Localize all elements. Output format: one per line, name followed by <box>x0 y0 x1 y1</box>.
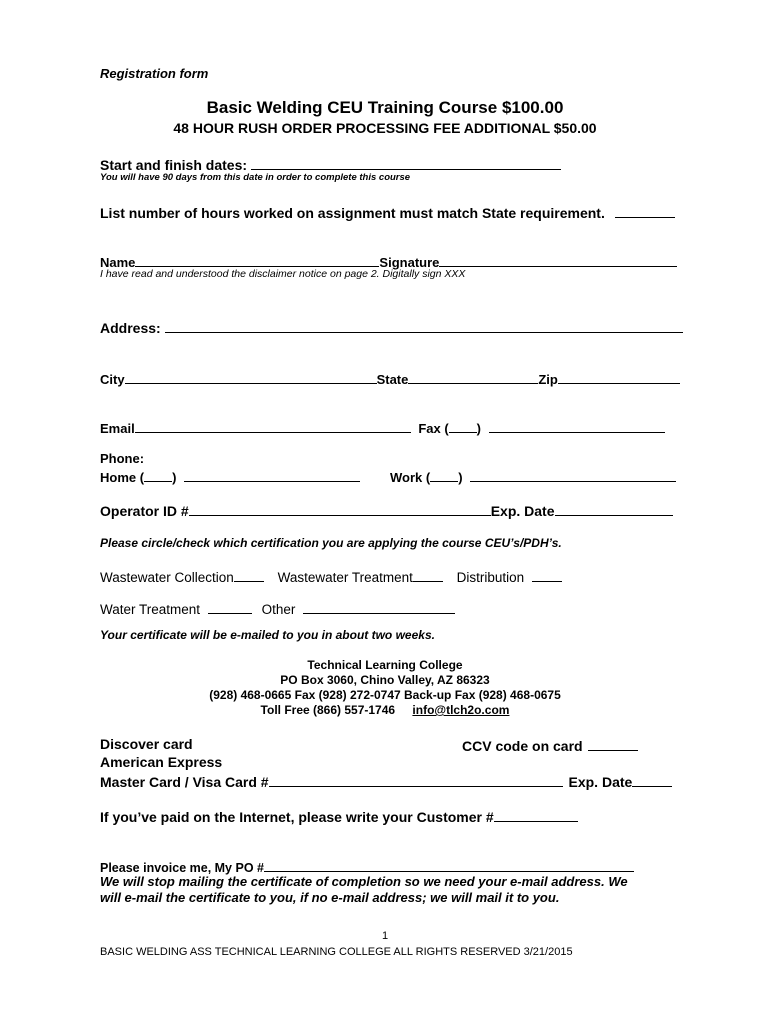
college-address: PO Box 3060, Chino Valley, AZ 86323 <box>280 673 490 687</box>
college-phones: (928) 468-0665 Fax (928) 272-0747 Back-up Fax (928) 468-0675 <box>209 688 561 702</box>
dates-field[interactable] <box>251 155 561 170</box>
home-close: ) <box>172 470 177 485</box>
cert-wastewater-treatment-check[interactable] <box>413 567 443 582</box>
dates-note: You will have 90 days from this date in order to complete this course <box>100 172 411 183</box>
cert-wastewater-collection[interactable]: Wastewater Collection <box>100 570 234 585</box>
phone-label: Phone: <box>100 451 145 466</box>
form-type-label: Registration form <box>100 66 209 81</box>
cert-wastewater-collection-check[interactable] <box>234 567 264 582</box>
state-label: State <box>376 372 409 387</box>
operator-exp-label: Exp. Date <box>490 503 555 519</box>
college-name: Technical Learning College <box>307 658 463 672</box>
invoice-note-line-1: We will stop mailing the certificate of completion so we need your e-mail address. We <box>100 874 628 889</box>
signature-field[interactable] <box>439 252 677 267</box>
ccv-row <box>462 736 638 754</box>
cert-distribution[interactable]: Distribution <box>456 570 525 585</box>
dates-row <box>100 155 561 173</box>
cert-wastewater-treatment[interactable]: Wastewater Treatment <box>277 570 413 585</box>
hours-field[interactable] <box>615 203 675 218</box>
customer-number-field[interactable] <box>494 807 578 822</box>
amex-option[interactable]: American Express <box>100 754 223 770</box>
college-contact-row <box>0 703 770 717</box>
city-field[interactable] <box>125 369 377 384</box>
home-area-field[interactable] <box>144 467 172 482</box>
address-field[interactable] <box>165 318 683 333</box>
state-field[interactable] <box>408 369 538 384</box>
fax-close: ) <box>476 421 481 436</box>
invoice-note-line-2: will e-mail the certificate to you, if no e-mail address; we will mail it to you. <box>100 890 560 905</box>
footer-copyright: BASIC WELDING ASS TECHNICAL LEARNING COLLEGE ALL RIGHTS RESERVED 3/21/2015 <box>100 946 573 958</box>
page-title: Basic Welding CEU Training Course $100.00 <box>206 98 564 117</box>
home-phone-label: Home ( <box>100 470 145 485</box>
work-close: ) <box>458 470 463 485</box>
address-label: Address: <box>100 320 161 336</box>
customer-number-label: If you’ve paid on the Internet, please write your Customer # <box>100 809 494 825</box>
email-label: Email <box>100 421 135 436</box>
operator-field[interactable] <box>189 501 491 516</box>
cert-water-treatment[interactable]: Water Treatment <box>100 602 201 617</box>
cert-other[interactable]: Other <box>261 602 296 617</box>
city-label: City <box>100 372 125 387</box>
cert-distribution-check[interactable] <box>532 567 562 582</box>
fax-area-field[interactable] <box>449 418 477 433</box>
card-exp-label: Exp. Date <box>568 774 633 790</box>
discover-card-option[interactable]: Discover card <box>100 736 193 752</box>
college-toll-free: Toll Free (866) 557-1746 <box>260 703 396 717</box>
invoice-row <box>100 857 634 875</box>
fax-number-field[interactable] <box>489 418 665 433</box>
card-number-row <box>100 772 672 790</box>
operator-row <box>100 501 673 519</box>
name-label: Name <box>100 255 136 270</box>
signature-note: I have read and understood the disclaimer notice on page 2. Digitally sign XXX <box>100 268 466 280</box>
certificate-email-note: Your certificate will be e-mailed to you in about two weeks. <box>100 628 435 642</box>
home-number-field[interactable] <box>184 467 360 482</box>
card-number-field[interactable] <box>269 772 563 787</box>
card-number-label: Master Card / Visa Card # <box>100 774 269 790</box>
work-number-field[interactable] <box>470 467 676 482</box>
cert-options-row-2 <box>100 599 455 617</box>
hours-label: List number of hours worked on assignment must match State requirement. <box>100 205 605 221</box>
cert-water-treatment-check[interactable] <box>208 599 252 614</box>
work-phone-label: Work ( <box>390 470 431 485</box>
address-row <box>100 318 683 336</box>
work-phone-row <box>390 467 676 485</box>
cert-options-row-1 <box>100 567 562 585</box>
invoice-label: Please invoice me, My PO # <box>100 861 264 875</box>
work-area-field[interactable] <box>430 467 458 482</box>
dates-label: Start and finish dates: <box>100 157 248 173</box>
page-number: 1 <box>381 930 389 942</box>
customer-number-row <box>100 807 578 825</box>
cert-instruction: Please circle/check which certification you are applying the course CEU’s/PDH’s. <box>100 536 562 550</box>
rush-fee-subtitle: 48 HOUR RUSH ORDER PROCESSING FEE ADDITIONAL $50.00 <box>173 120 597 136</box>
signature-label: Signature <box>379 255 440 270</box>
cert-other-field[interactable] <box>303 599 455 614</box>
operator-exp-field[interactable] <box>555 501 673 516</box>
operator-label: Operator ID # <box>100 503 189 519</box>
email-field[interactable] <box>135 418 411 433</box>
ccv-label: CCV code on card <box>462 738 583 754</box>
home-phone-row <box>100 467 360 485</box>
name-field[interactable] <box>135 252 379 267</box>
college-email-link[interactable]: info@tlch2o.com <box>412 703 510 717</box>
city-state-zip-row <box>100 369 680 387</box>
zip-field[interactable] <box>558 369 680 384</box>
ccv-field[interactable] <box>588 736 638 751</box>
hours-row <box>100 203 675 221</box>
fax-label: Fax ( <box>418 421 449 436</box>
email-fax-row <box>100 418 665 436</box>
card-exp-field[interactable] <box>632 772 672 787</box>
zip-label: Zip <box>538 372 558 387</box>
po-number-field[interactable] <box>264 857 634 872</box>
